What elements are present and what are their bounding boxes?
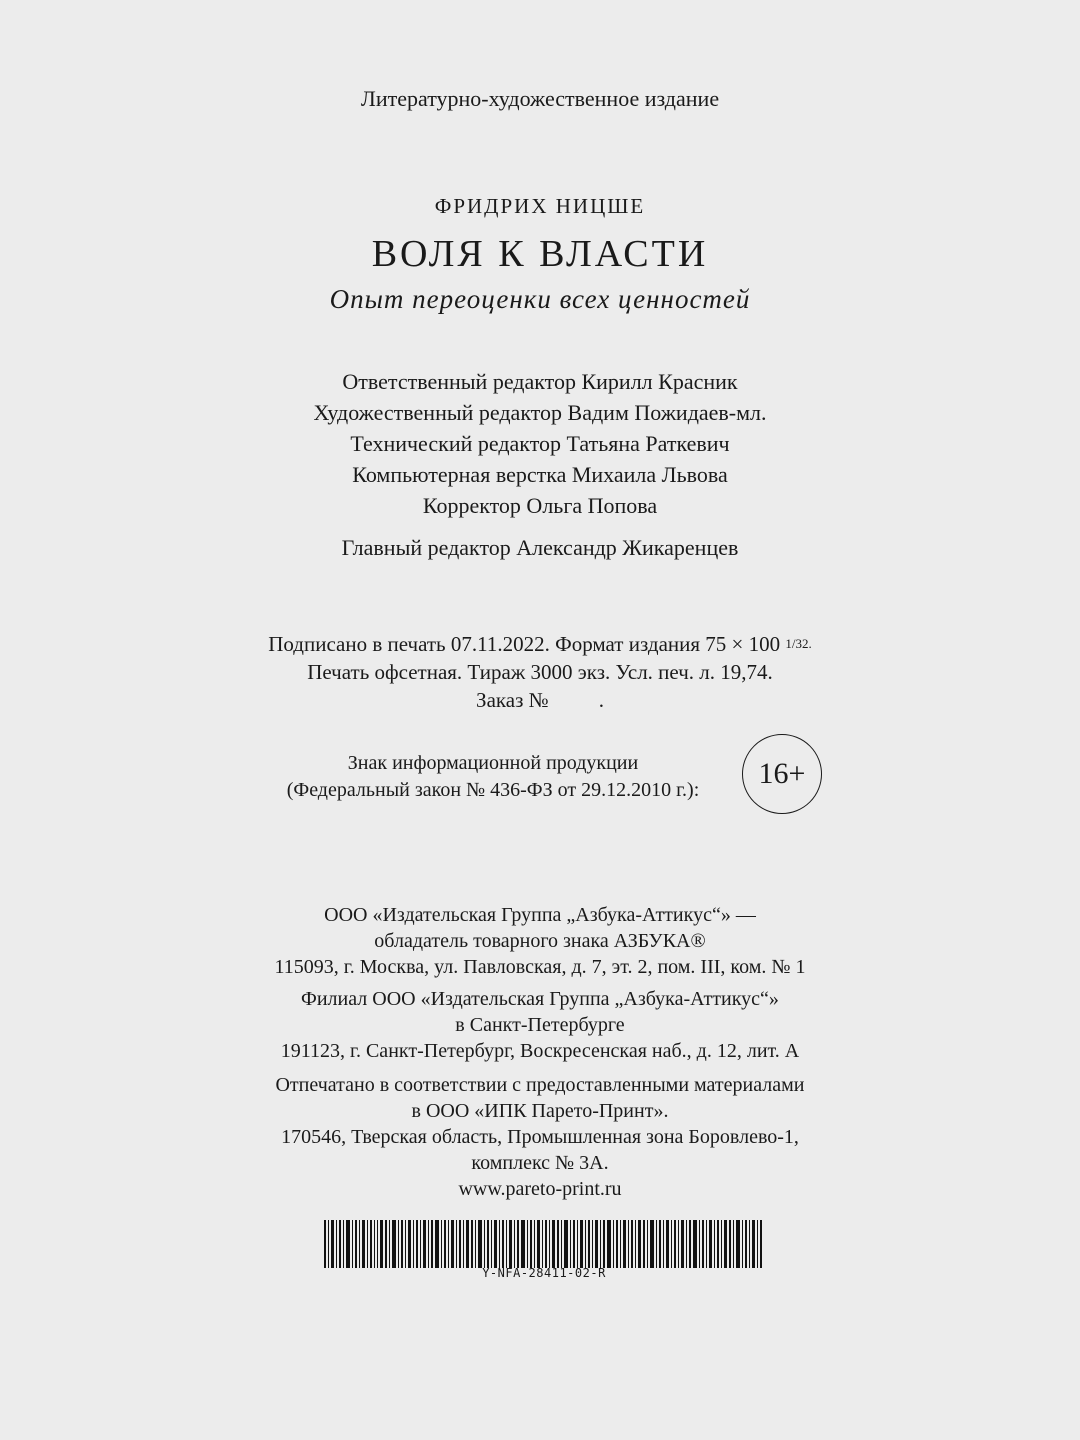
branch-block — [0, 986, 1080, 1064]
chief-editor: Главный редактор Александр Жикаренцев — [341, 535, 739, 560]
printer-website: www.pareto-print.ru — [458, 1178, 622, 1200]
printer-line: 170546, Тверская область, Промышленная зона Боровлево-1, — [281, 1126, 799, 1148]
format-fraction: 1/32. — [785, 636, 812, 651]
info-sign-text — [258, 750, 728, 804]
credit-line: Технический редактор Татьяна Раткевич — [350, 431, 730, 456]
editorial-credits — [0, 366, 1080, 521]
book-subtitle: Опыт переоценки всех ценностей — [329, 284, 751, 314]
print-info-line-2: Печать офсетная. Тираж 3000 экз. Усл. печ. л. 19,74. — [307, 660, 773, 684]
credit-line: Корректор Ольга Попова — [422, 493, 658, 518]
barcode-icon — [324, 1220, 764, 1268]
publisher-block — [0, 902, 1080, 980]
age-rating-badge: 16+ — [742, 734, 822, 814]
print-info — [0, 630, 1080, 714]
branch-line: 191123, г. Санкт-Петербург, Воскресенская наб., д. 12, лит. А — [280, 1040, 800, 1062]
publisher-line: 115093, г. Москва, ул. Павловская, д. 7, эт. 2, пом. III, ком. № 1 — [274, 956, 806, 978]
order-line — [0, 686, 1080, 714]
print-format: Подписано в печать 07.11.2022. Формат издания 75 × 100 — [268, 632, 781, 656]
printer-block — [0, 1072, 1080, 1202]
print-info-line-1 — [0, 630, 1080, 658]
credit-line: Компьютерная верстка Михаила Львова — [352, 462, 728, 487]
branch-line: Филиал ООО «Издательская Группа „Азбука-Аттикус“» — [301, 988, 779, 1010]
order-end: . — [598, 688, 604, 712]
credit-line: Художественный редактор Вадим Пожидаев-мл. — [313, 400, 767, 425]
publisher-line: ООО «Издательская Группа „Азбука-Аттикус“» — — [324, 904, 756, 926]
edition-type: Литературно-художественное издание — [360, 86, 720, 111]
printer-line: в ООО «ИПК Парето-Принт». — [411, 1100, 669, 1122]
printer-line: комплекс № 3А. — [471, 1152, 609, 1174]
book-title: ВОЛЯ К ВЛАСТИ — [371, 233, 709, 275]
printer-line: Отпечатано в соответствии с предоставленными материалами — [275, 1074, 805, 1096]
order-label: Заказ № — [476, 688, 549, 712]
info-sign-line-2: (Федеральный закон № 436-ФЗ от 29.12.2010 г.): — [286, 779, 700, 801]
branch-line: в Санкт-Петербурге — [455, 1014, 625, 1036]
book-author: ФРИДРИХ НИЦШЕ — [434, 194, 646, 218]
info-sign-line-1: Знак информационной продукции — [347, 752, 639, 774]
publisher-line: обладатель товарного знака АЗБУКА® — [374, 930, 706, 952]
credit-line: Ответственный редактор Кирилл Красник — [342, 369, 738, 394]
barcode-label: Y-NFA-28411-02-R — [482, 1266, 606, 1280]
